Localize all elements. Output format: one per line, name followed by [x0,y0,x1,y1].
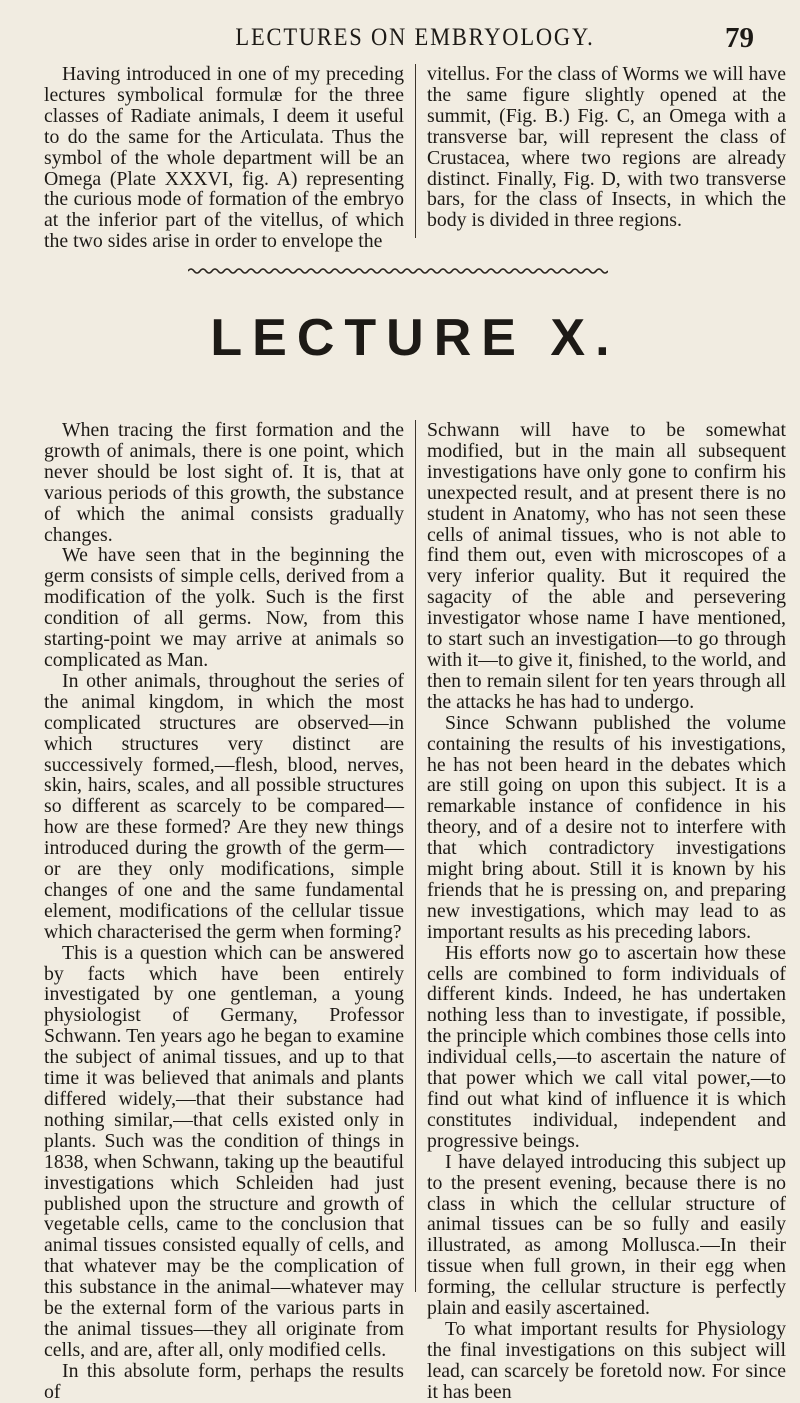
paragraph: In other animals, throughout the series of the animal kingdom, in which the most complicated structures are observed—in which structures very distinct are successively formed,—flesh, blood, nerves, skin, hairs, scales, and all possible structures so different as scarcely to be compared—how are these formed? Are they new things introduced during the growth of the germ—or are they only modifications, simple changes of one and the same fundamental element, modifications of the cellular tissue which characterised the germ when forming? [44,669,404,943]
lecture-heading: LECTURE X. [210,309,620,367]
paragraph: To what important results for Physiology the final investigations on this subject will lead, can scarcely be foretold now. For since it has been [427,1317,786,1403]
paragraph: When tracing the first formation and the growth of animals, there is one point, which never should be lost sight of. It is, that at various periods of this growth, the substance of which the animal consists gradually changes. [44,419,404,546]
wavy-rule-divider [188,266,608,276]
paragraph: vitellus. For the class of Worms we will have the same figure slightly opened at the summit, (Fig. B.) Fig. C, an Omega with a transverse bar, will represent the class of Crustacea, where two regions are already distinct. Finally, Fig. D, with two transverse bars, for the class of Insects, in which the body is divided in three regions. [427,63,786,232]
paragraph: In this absolute form, perhaps the results of [44,1359,404,1403]
paragraph: His efforts now go to ascertain how these cells are combined to form individuals of different kinds. Indeed, he has undertaken nothing less than to investigate, if possible, the principle which combines those cells into individual cells,—to ascertain the nature of that power which we call vital power,—to find out what kind of influence it is which constitutes individual, independent and progressive beings. [427,941,786,1152]
paragraph: Since Schwann published the volume containing the results of his investigations, he has not been heard in the debates which are still going on upon this subject. It is a remarkable instance of confidence in his theory, and of a desire not to interfere with that which contradictory investigations might bring about. Still it is known by his friends that he is pressing on, and preparing new investigations, which may lead to as important results as his preceding labors. [427,711,786,943]
paragraph: I have delayed introducing this subject up to the present evening, because there is no class in which the cellular structure of animal tissues can be so fully and easily illustrated, as among Mollusca.—In their tissue when full grown, in their egg when forming, the cellular structure is perfectly plain and easily ascertained. [427,1150,786,1320]
paragraph: We have seen that in the beginning the germ consists of simple cells, derived from a modification of the yolk. Such is the first condition of all germs. Now, from this starting-point we may arrive at animals so complicated as Man. [44,544,404,671]
previous-lecture-ending [44,63,786,253]
right-column [415,419,786,1403]
left-column [44,419,415,1403]
left-column-top [44,63,415,253]
lecture-body [44,419,786,1403]
page-number: 79 [725,22,754,54]
running-title: LECTURES ON EMBRYOLOGY. [235,24,595,51]
running-head [44,4,786,66]
right-column-top [415,64,786,238]
paragraph: This is a question which can be answered by facts which have been entirely investigated by one gentleman, a young physiologist of Germany, Professor Schwann. Ten years ago he began to examine the subject of animal tissues, and up to that time it was believed that animals and plants differed widely,—that their substance had nothing similar,—that cells existed only in plants. Such was the condition of things in 1838, when Schwann, taking up the beautiful investigations which Schleiden had just published upon the structure and growth of vegetable cells, came to the conclusion that animal tissues consisted equally of cells, and that whatever may be the complication of this substance in the animal—whatever may be the external form of the various parts in the animal tissues—they all originate from cells, and are, after all, only modified cells. [44,941,404,1361]
paragraph: Having introduced in one of my preceding lectures symbolical formulæ for the three classes of Radiate animals, I deem it useful to do the same for the Articulata. Thus the symbol of the whole department will be an Omega (Plate XXXVI, fig. A) representing the curious mode of formation of the embryo at the inferior part of the vitellus, of which the two sides arise in order to envelope the [44,63,404,253]
paragraph: Schwann will have to be somewhat modified, but in the main all subsequent investigations have only gone to confirm his unexpected result, and at present there is no student in Anatomy, who has not seen these cells of animal tissues, who is not able to find them out, even with microscopes of a very inferior quality. But it required the sagacity of the able and persevering investigator whose name I have mentioned, to start such an investigation—to go through with it—to give it, finished, to the world, and then to remain silent for ten years through all the attacks he has had to undergo. [427,419,786,713]
